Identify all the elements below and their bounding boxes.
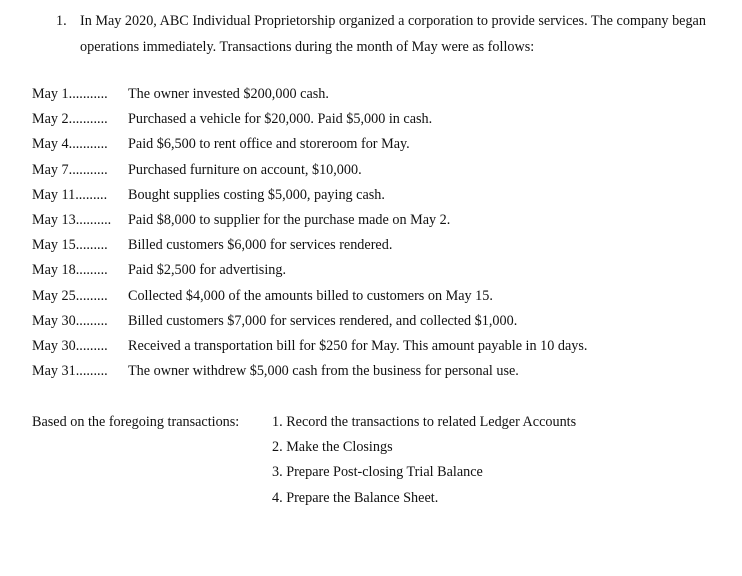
- transaction-description: Collected $4,000 of the amounts billed to customers on May 15.: [128, 287, 493, 304]
- transaction-description: Purchased furniture on account, $10,000.: [128, 161, 362, 178]
- transaction-row: [32, 258, 732, 283]
- transaction-row: [32, 334, 732, 359]
- transaction-date: May 31.........: [32, 363, 108, 380]
- transaction-description: Received a transportation bill for $250 for May. This amount payable in 10 days.: [128, 337, 588, 354]
- transaction-date: May 13..........: [32, 211, 112, 228]
- transaction-row: [32, 284, 732, 309]
- transaction-description: Paid $2,500 for advertising.: [128, 262, 287, 279]
- transaction-row: [32, 158, 732, 183]
- transaction-date: May 4...........: [32, 136, 108, 153]
- transaction-row: [32, 208, 732, 233]
- transaction-row: [32, 132, 732, 157]
- task-item: 3. Prepare Post-closing Trial Balance: [272, 464, 483, 481]
- transaction-description: Billed customers $6,000 for services rendered.: [128, 237, 393, 254]
- task-item: 2. Make the Closings: [272, 439, 393, 456]
- transaction-description: Billed customers $7,000 for services rendered, and collected $1,000.: [128, 312, 518, 329]
- transaction-date: May 25.........: [32, 287, 108, 304]
- transaction-date: May 30.........: [32, 312, 108, 329]
- transaction-row: [32, 82, 732, 107]
- transaction-row: [32, 183, 732, 208]
- transaction-date: May 30.........: [32, 337, 108, 354]
- transaction-row: [32, 359, 732, 384]
- problem-intro: In May 2020, ABC Individual Proprietorship organized a corporation to provide services. The company began operations immediately. Transactions during the month of May were as follows:: [80, 13, 706, 55]
- transaction-description: Paid $8,000 to supplier for the purchase made on May 2.: [128, 211, 451, 228]
- transaction-date: May 2...........: [32, 111, 108, 128]
- transaction-row: [32, 233, 732, 258]
- task-item: 1. Record the transactions to related Ledger Accounts: [272, 414, 577, 430]
- transaction-row: [32, 107, 732, 132]
- transaction-description: Paid $6,500 to rent office and storeroom for May.: [128, 136, 410, 153]
- transaction-description: Bought supplies costing $5,000, paying cash.: [128, 186, 385, 203]
- transaction-description: Purchased a vehicle for $20,000. Paid $5,000 in cash.: [128, 111, 433, 128]
- transaction-description: The owner withdrew $5,000 cash from the business for personal use.: [128, 363, 519, 380]
- instructions-label: Based on the foregoing transactions:: [32, 414, 240, 430]
- transaction-row: [32, 309, 732, 334]
- transaction-date: May 1...........: [32, 86, 108, 102]
- problem-number: 1.: [56, 13, 67, 29]
- transaction-list: [32, 82, 732, 384]
- transaction-date: May 7...........: [32, 161, 108, 178]
- task-list: [272, 410, 576, 511]
- transaction-description: The owner invested $200,000 cash.: [128, 86, 329, 102]
- transaction-date: May 11.........: [32, 186, 108, 203]
- transaction-date: May 18.........: [32, 262, 108, 279]
- task-item: 4. Prepare the Balance Sheet.: [272, 489, 439, 506]
- transaction-date: May 15.........: [32, 237, 108, 254]
